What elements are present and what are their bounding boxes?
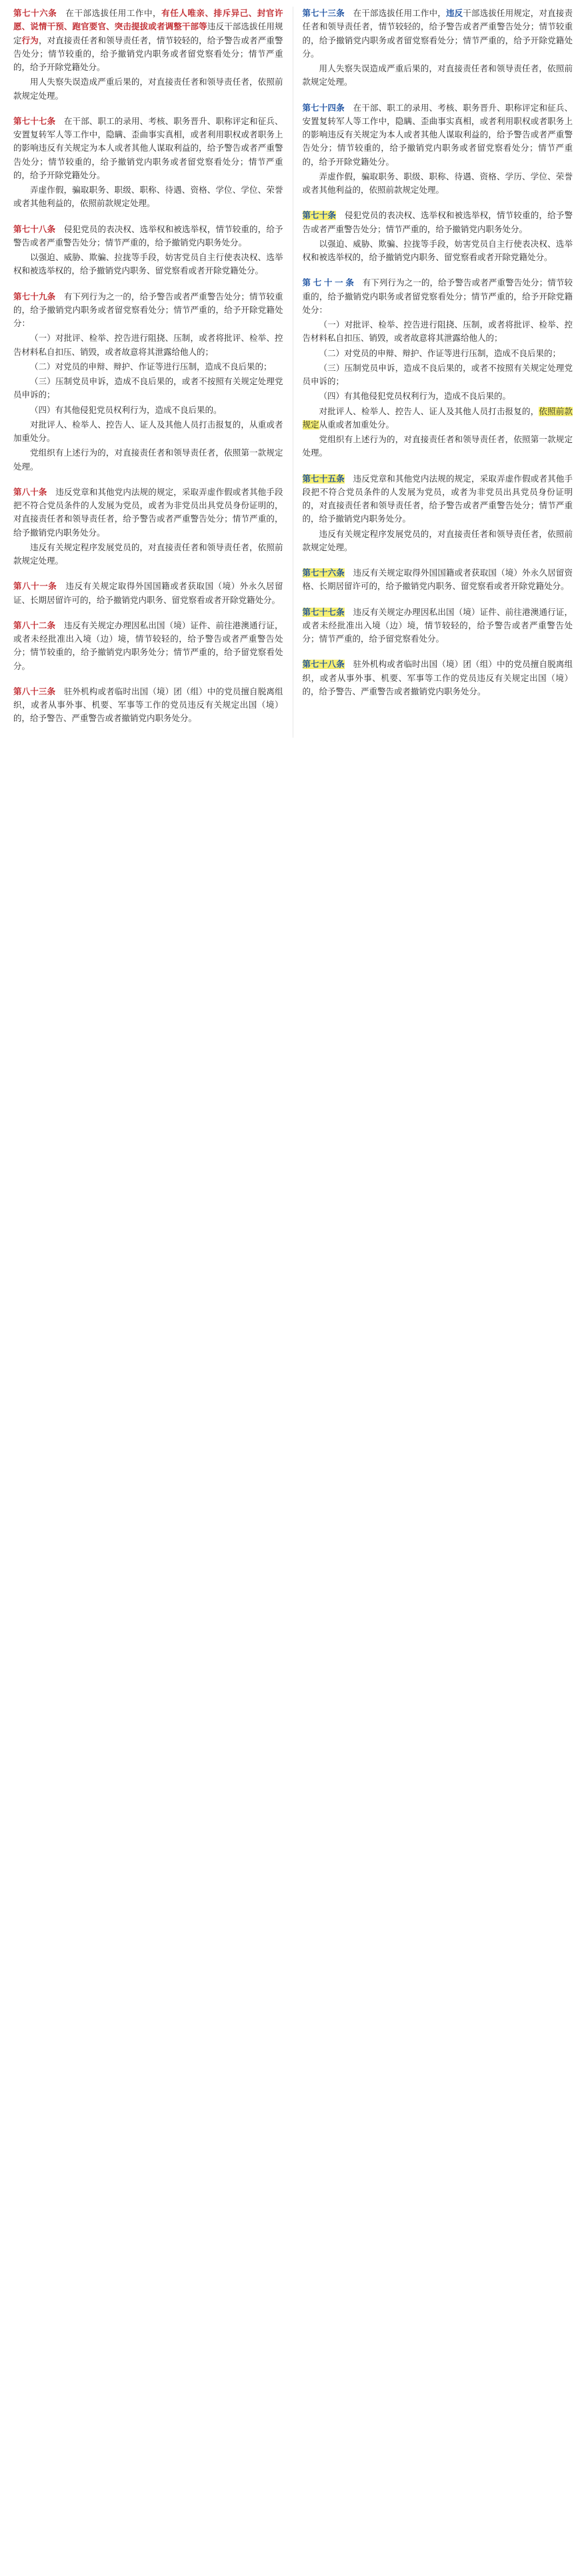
text-run: 有下列行为之一的，给予警告或者严重警告处分；情节较重的，给予撤销党内职务或者留党察看处分；情节严重的，给予开除党籍处分： — [13, 291, 283, 328]
article-number: 第八十条 — [13, 487, 47, 497]
text-run: （三）压制党员申诉，造成不良后果的，或者不按照有关规定处理党员申诉的； — [302, 363, 573, 386]
article — [303, 566, 573, 594]
article — [303, 276, 573, 460]
paragraph — [13, 75, 283, 103]
text-run: （四）有其他侵犯党员权利行为，造成不良后果的。 — [319, 392, 511, 402]
text-run: 违反党章和其他党内法规的规定，采取弄虚作假或者其他手段把不符合党员条件的人发展为党员，或者为非党员出具党员身份证明的，对直接责任者和领导责任者，给予警告或者严重警告处分；情节严重的，给予撤销党内职务处分。 — [13, 487, 283, 538]
article-number: 第七十七条 — [13, 116, 56, 126]
text-run: 违反党章和其他党内法规的规定，采取弄虚作假或者其他手段把不符合党员条件的人发展为党员，或者为非党员出具党员身份证明的，对直接责任者和领导责任者，给予警告或者严重警告处分；情节严重的，给予撤销党内职务处分。 — [302, 474, 573, 524]
article-number: 第七十七条 — [302, 607, 345, 617]
article — [303, 7, 573, 89]
text-run: （一）对批评、检举、控告进行阻挠、压制，或者将批评、检举、控告材料私自扣压、销毁，或者故意将其泄露给他人的； — [13, 334, 283, 357]
text-run: 从重或者加重处分。 — [319, 420, 395, 430]
article — [303, 101, 573, 197]
article — [303, 209, 573, 264]
paragraph — [303, 237, 573, 265]
article — [13, 619, 283, 673]
paragraph — [303, 347, 573, 360]
paragraph — [13, 251, 283, 278]
article-number: 第 七 十 一 条 — [302, 278, 354, 288]
paragraph — [13, 375, 283, 402]
text-run: 党组织有上述行为的，对直接责任者和领导责任者，依照第一款规定处理。 — [13, 448, 283, 472]
text-run: 党组织有上述行为的，对直接责任者和领导责任者，依照第一款规定处理。 — [302, 435, 573, 458]
paragraph — [13, 360, 283, 374]
article-number: 第七十四条 — [302, 103, 345, 113]
text-run: 对批评人、检举人、控告人、证人及其他人员打击报复的， — [319, 406, 539, 416]
article-paragraph — [13, 223, 283, 250]
article — [13, 115, 283, 211]
article — [13, 580, 283, 607]
article-paragraph — [13, 486, 283, 540]
text-run: 有下列行为之一的，给予警告或者严重警告处分；情节较重的，给予撤销党内职务或者留党察看处分；情节严重的，给予开除党籍处分： — [302, 278, 573, 315]
text-run: 在干部选拔任用工作中， — [57, 9, 162, 18]
article-number: 第七十九条 — [13, 291, 56, 301]
text-run: 依照前款规定 — [302, 406, 573, 430]
article-number: 第七十六条 — [13, 9, 57, 18]
text-run: 违反干部选拔任用规定 — [13, 22, 283, 45]
article — [303, 606, 573, 646]
article-paragraph — [303, 472, 573, 526]
text-run: （二）对党员的申辩、辩护、作证等进行压制，造成不良后果的； — [30, 362, 272, 372]
article-paragraph — [303, 276, 573, 317]
article — [13, 223, 283, 278]
text-run: （三）压制党员申诉，造成不良后果的，或者不按照有关规定处理党员申诉的； — [13, 377, 283, 400]
article-paragraph — [13, 115, 283, 182]
text-run: 违反 — [446, 9, 463, 18]
text-run: 侵犯党员的表决权、选举权和被选举权，情节较重的，给予警告或者严重警告处分；情节严重的，给予撤销党内职务处分。 — [302, 211, 573, 234]
paragraph — [303, 528, 573, 555]
article-paragraph — [13, 685, 283, 726]
text-run: 用人失察失误造成严重后果的，对直接责任者和领导责任者，依照前款规定处理。 — [302, 64, 573, 87]
text-run: 在干部、职工的录用、考核、职务晋升、职称评定和征兵、安置复转军人等工作中，隐瞒、歪曲事实真相，或者利用职权或者职务上的影响违反有关规定为本人或者其他人谋取利益的，给予警告或者严重警告处分；情节较重的，给予撤销党内职务或者留党察看处分；情节严重的，给予开除党籍处分。 — [302, 103, 573, 167]
article-paragraph — [303, 606, 573, 646]
text-run: 违反有关规定取得外国国籍或者获取国（境）外永久居留资格、长期居留许可的，给予撤销党内职务、留党察看或者开除党籍处分。 — [302, 568, 573, 592]
text-run: 违反有关规定程序发展党员的，对直接责任者和领导责任者，依照前款规定处理。 — [302, 529, 573, 552]
text-run: 行为 — [21, 35, 39, 45]
article — [13, 486, 283, 568]
paragraph — [303, 318, 573, 346]
two-column-layout — [4, 7, 582, 738]
article-paragraph — [303, 658, 573, 698]
article-paragraph — [303, 7, 573, 61]
article-paragraph — [13, 290, 283, 331]
text-run: 干部选拔任用规定，对直接责任者和领导责任者，情节较轻的，给予警告或者严重警告处分；情节较重的，给予撤销党内职务或者留党察看处分；情节严重的，给予开除党籍处分。 — [302, 9, 573, 59]
text-run: 弄虚作假，骗取职务、职级、职称、待遇、资格、学位、学位、荣誉或者其他利益的，依照前款规定处理。 — [13, 185, 283, 209]
text-run: 违反有关规定办理因私出国（境）证件、前往港澳通行证，或者未经批准出入境（边）境，情节较轻的，给予警告或者严重警告处分；情节较重的，给予撤销党内职务处分；情节严重的，给予留党察看处分。 — [13, 620, 283, 671]
article-number: 第七十八条 — [13, 224, 56, 234]
paragraph — [13, 541, 283, 568]
text-run: （二）对党员的申辩、辩护、作证等进行压制，造成不良后果的； — [319, 348, 561, 358]
text-run: （四）有其他侵犯党员权利行为，造成不良后果的。 — [30, 405, 222, 415]
article-number: 第八十二条 — [13, 620, 56, 630]
text-run: 以强迫、威胁、欺骗、拉拢等手段，妨害党员自主行使表决权、选举权和被选举权的，给予撤销党内职务、留党察看或者开除党籍处分。 — [13, 253, 283, 276]
text-run: 用人失察失误造成严重后果的，对直接责任者和领导责任者，依照前款规定处理。 — [13, 77, 283, 101]
article — [303, 658, 573, 698]
paragraph — [13, 446, 283, 474]
right-column — [293, 7, 583, 710]
text-run: 驻外机构或者临时出国（境）团（组）中的党员擅自脱离组织，或者从事外事、机要、军事等工作的党员违反有关规定出国（境）的，给予警告、严重警告或者撤销党内职务处分。 — [13, 686, 283, 724]
article-number: 第七十三条 — [302, 9, 345, 18]
article-paragraph — [13, 619, 283, 673]
text-run: 弄虚作假，骗取职务、职级、职称、待遇、资格、学历、学位、荣誉或者其他利益的，依照前款规定处理。 — [302, 171, 573, 195]
article-number: 第七十六条 — [302, 568, 345, 578]
paragraph — [303, 405, 573, 432]
article — [303, 472, 573, 555]
article — [13, 685, 283, 726]
text-run: （一）对批评、检举、控告进行阻挠、压制，或者将批评、检举、控告材料私自扣压、销毁，或者故意将其泄露给他人的； — [302, 320, 573, 344]
article — [13, 7, 283, 103]
article-number: 第七十八条 — [302, 660, 345, 670]
paragraph — [303, 362, 573, 389]
text-run: 在干部、职工的录用、考核、职务晋升、职称评定和征兵、安置复转军人等工作中，隐瞒、歪曲事实真相，或者利用职权或者职务上的影响违反有关规定为本人或者其他人谋取利益的，给予警告或者严重警告处分；情节较重的，给予撤销党内职务或者留党察看处分；情节严重的，给予开除党籍处分。 — [13, 116, 283, 180]
text-run: ，对直接责任者和领导责任者，情节较轻的，给予警告或者严重警告处分；情节较重的，给予撤销党内职务或者留党察看处分；情节严重的，给予开除党籍处分。 — [13, 35, 283, 72]
text-run: 违反有关规定取得外国国籍或者获取国（境）外永久居留证、长期居留许可的，给予撤销党内职务、留党察看或者开除党籍处分。 — [13, 582, 283, 605]
article — [13, 290, 283, 474]
article-paragraph — [13, 7, 283, 74]
paragraph — [13, 404, 283, 417]
article-number: 第八十一条 — [13, 582, 57, 592]
text-run: 违反有关规定程序发展党员的，对直接责任者和领导责任者，依照前款规定处理。 — [13, 542, 283, 566]
article-number: 第八十三条 — [13, 686, 56, 696]
article-paragraph — [303, 101, 573, 169]
text-run: 以强迫、威胁、欺骗、拉拢等手段，妨害党员自主行使表决权、选举权和被选举权的，给予撤销党内职务、留党察看或者开除党籍处分。 — [302, 239, 573, 262]
paragraph — [13, 418, 283, 446]
article-number: 第七十五条 — [302, 474, 345, 484]
paragraph — [13, 332, 283, 359]
article-paragraph — [303, 209, 573, 236]
text-run: 侵犯党员的表决权、选举权和被选举权，情节较重的，给予警告或者严重警告处分；情节严重的，给予撤销党内职务处分。 — [13, 224, 283, 247]
paragraph — [13, 183, 283, 211]
paragraph — [303, 170, 573, 197]
paragraph — [303, 433, 573, 460]
article-paragraph — [13, 580, 283, 607]
paragraph — [303, 62, 573, 89]
article-number: 第七十条 — [302, 211, 337, 221]
text-run: 有任人唯亲、排斥异己、封官许愿、说情干预、跑官要官、突击提拔或者调整干部等 — [13, 9, 283, 32]
article-paragraph — [303, 566, 573, 594]
text-run: 在干部选拔任用工作中， — [344, 9, 446, 18]
text-run: 违反有关规定办理因私出国（境）证件、前往港澳通行证，或者未经批准出入境（边）境，情节较轻的，给予警告或者严重警告处分；情节严重的，给予留党察看处分。 — [302, 607, 573, 644]
text-run: 对批评人、检举人、控告人、证人及其他人员打击报复的，从重或者加重处分。 — [13, 420, 283, 443]
left-column — [4, 7, 293, 738]
text-run: 驻外机构或者临时出国（境）团（组）中的党员擅自脱离组织，或者从事外事、机要、军事等工作的党员违反有关规定出国（境）的，给予警告、严重警告或者撤销党内职务处分。 — [302, 660, 573, 696]
paragraph — [303, 390, 573, 403]
